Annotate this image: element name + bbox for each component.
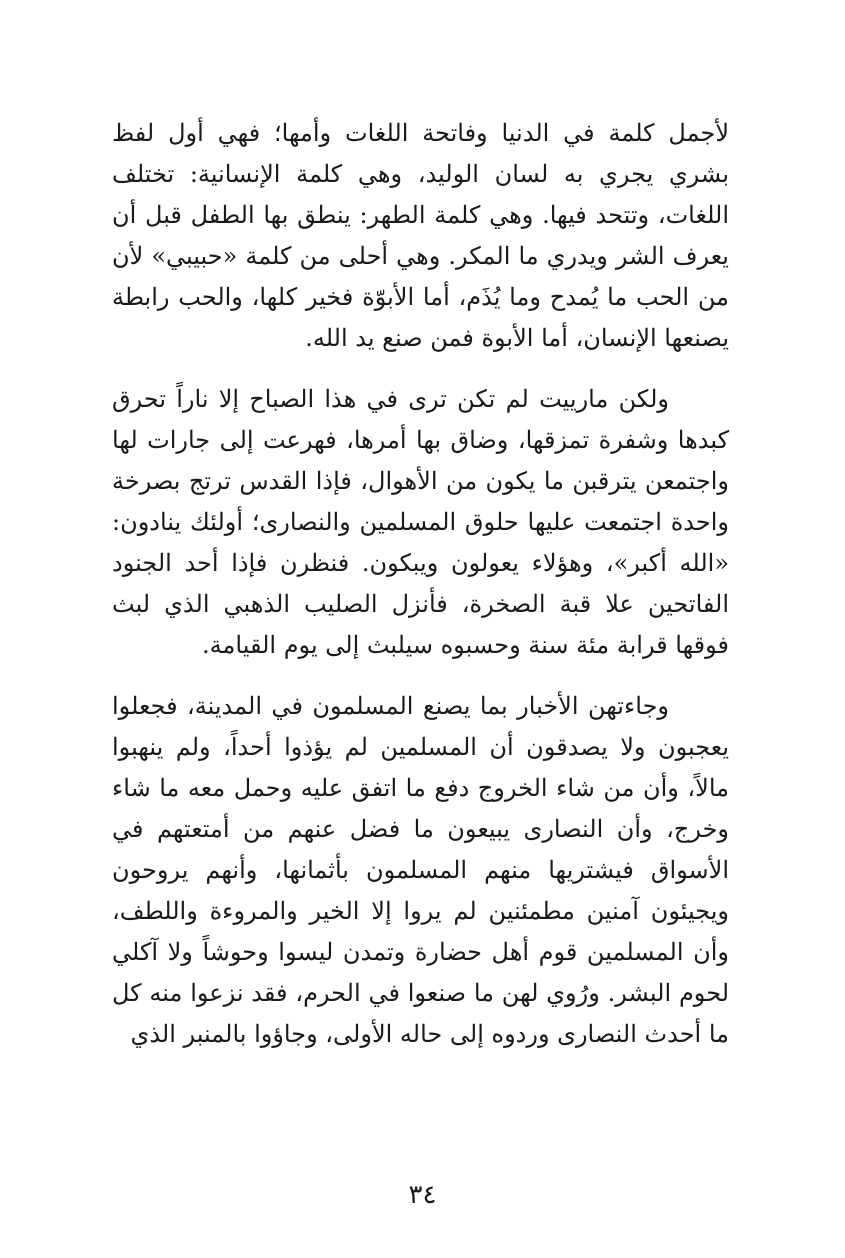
body-text — [112, 113, 729, 1055]
paragraph-2: ولكن مارييت لم تكن ترى في هذا الصباح إلا ناراً تحرق كبدها وشفرة تمزقها، وضاق بها أمرها، فهرعت إلى جارات لها واجتمعن يترقبن ما يكون من الأهوال، فإذا القدس ترتج بصرخة واحدة اجتمعت عليها حلوق المسلمين والنصارى؛ أولئك ينادون: «الله أكبر»، وهؤلاء يعولون ويبكون. فنظرن فإذا أحد الجنود الفاتحين علا قبة الصخرة، فأنزل الصليب الذهبي الذي لبث فوقها قرابة مئة سنة وحسبوه سيلبث إلى يوم القيامة. — [112, 385, 729, 659]
page-number: ٣٤ — [408, 1180, 437, 1210]
paragraph-3: وجاءتهن الأخبار بما يصنع المسلمون في المدينة، فجعلوا يعجبون ولا يصدقون أن المسلمين لم يؤذوا أحداً، ولم ينهبوا مالاً، وأن من شاء الخروج دفع ما اتفق عليه وحمل معه ما شاء وخرج، وأن النصارى يبيعون ما فضل عنهم من أمتعتهم في الأسواق فيشتريها منهم المسلمون بأثمانها، وأنهم يروحون ويجيئون آمنين مطمئنين لم يروا إلا الخير والمروءة واللطف، وأن المسلمين قوم أهل حضارة وتمدن ليسوا وحوشاً ولا آكلي لحوم البشر. ورُوي لهن ما صنعوا في الحرم، فقد نزعوا منه كل ما أحدث النصارى وردوه إلى حاله الأولى، وجاؤوا بالمنبر الذي — [112, 692, 730, 1048]
paragraph-1: لأجمل كلمة في الدنيا وفاتحة اللغات وأمها؛ فهي أول لفظ بشري يجري به لسان الوليد، وهي كلمة الإنسانية: تختلف اللغات، وتتحد فيها. وهي كلمة الطهر: ينطق بها الطفل قبل أن يعرف الشر ويدري ما المكر. وهي أحلى من كلمة «حبيبي» لأن من الحب ما يُمدح وما يُذَم، أما الأبوّة فخير كلها، والحب رابطة يصنعها الإنسان، أما الأبوة فمن صنع يد الله. — [112, 119, 729, 352]
